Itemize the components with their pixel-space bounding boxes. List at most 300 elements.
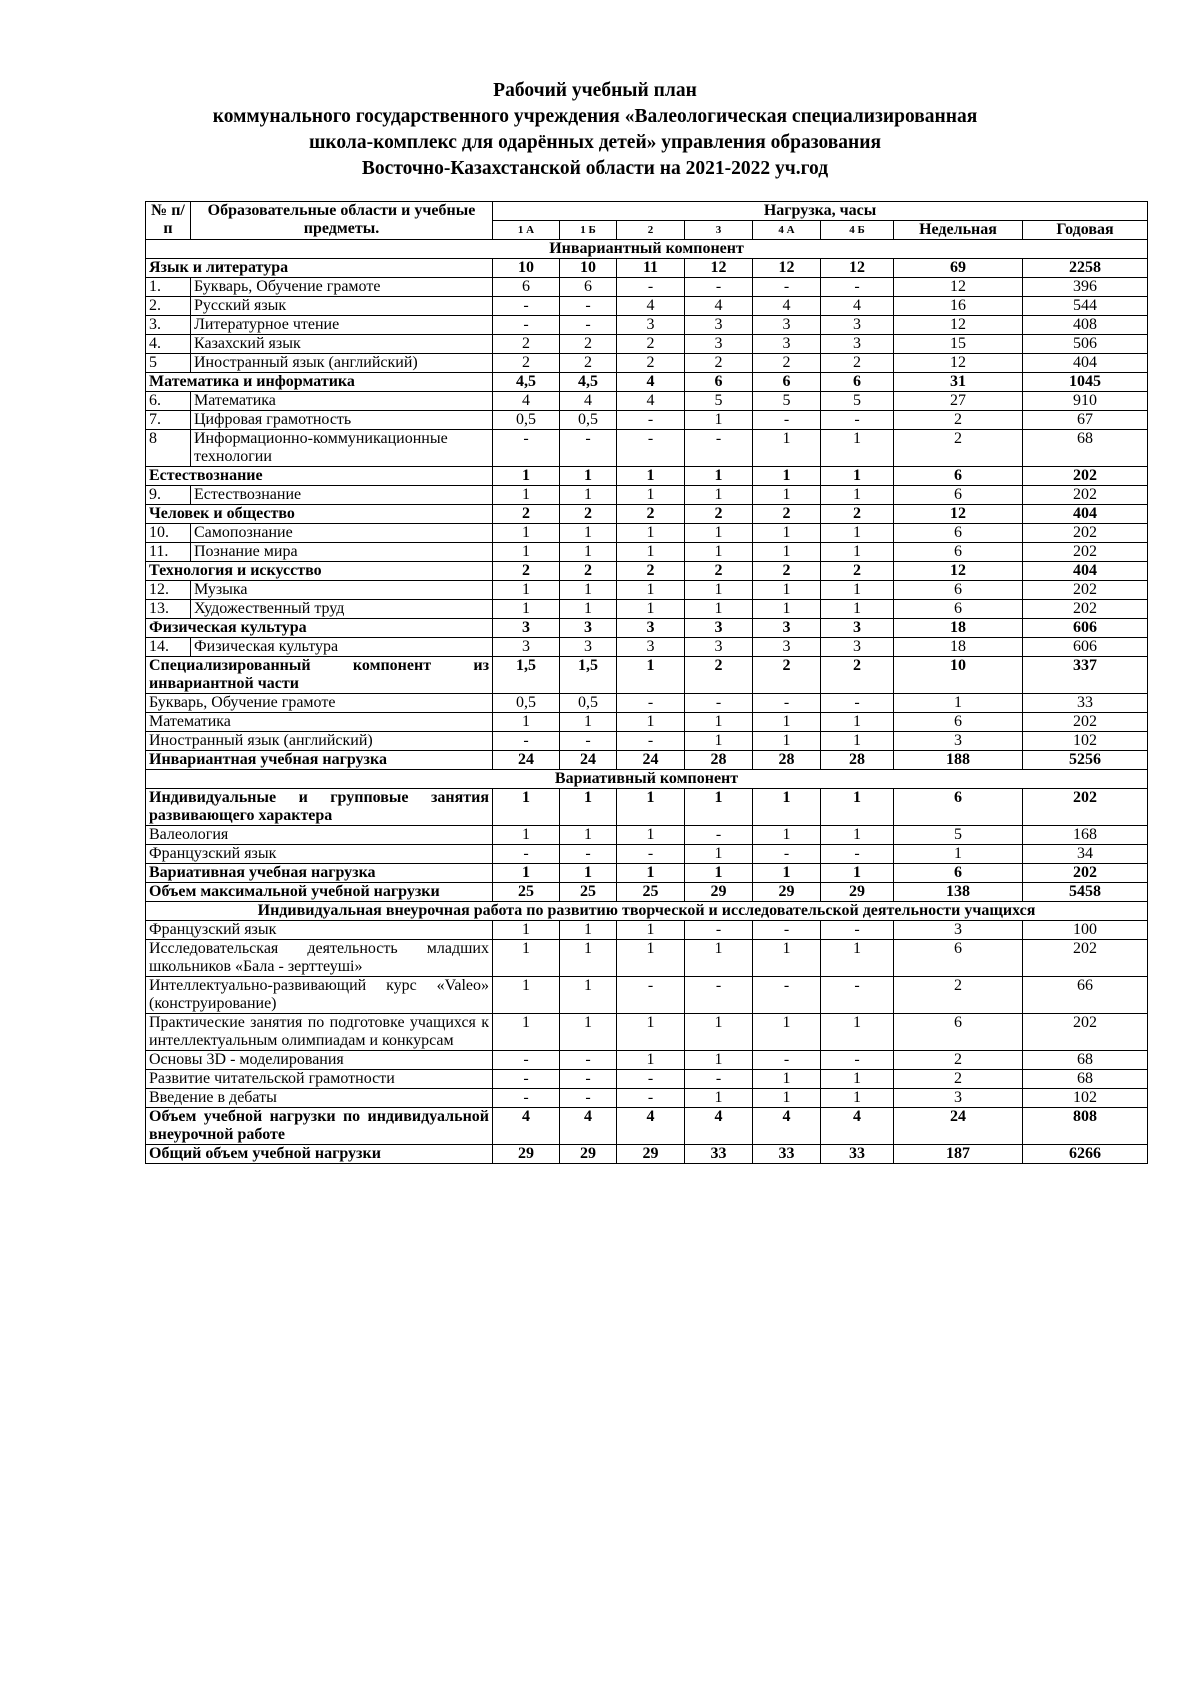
hours-cell: 1 [753,600,821,619]
hours-cell: 12 [894,354,1023,373]
hours-cell: 16 [894,297,1023,316]
table-row [146,581,1148,600]
hours-cell: - [617,845,685,864]
hours-cell: 1 [685,713,753,732]
hours-cell: 12 [753,259,821,278]
hours-cell: - [493,732,560,751]
hours-cell: 1 [753,486,821,505]
hours-cell: 4 [493,392,560,411]
hours-cell: - [753,411,821,430]
hours-cell: 66 [1023,977,1148,1014]
hours-cell: 2 [685,562,753,581]
hours-cell: 1 [617,864,685,883]
hours-cell: 1 [894,694,1023,713]
hours-cell: 1045 [1023,373,1148,392]
hours-cell: 2 [894,977,1023,1014]
subject-name: Самопознание [191,524,493,543]
hours-cell: 2 [617,335,685,354]
hours-cell: 6 [894,1014,1023,1051]
document-title [0,78,1190,182]
subject-name: Букварь, Обучение грамоте [146,694,493,713]
table-row [146,278,1148,297]
hours-cell: 10 [560,259,617,278]
hours-cell: 544 [1023,297,1148,316]
hours-cell: - [685,278,753,297]
group-name: Объем учебной нагрузки по индивидуальной внеурочной работе [146,1108,493,1145]
hours-cell: 3 [685,619,753,638]
hours-cell: 12 [821,259,894,278]
hours-cell: - [493,316,560,335]
table-row [146,713,1148,732]
hours-cell: 0,5 [560,411,617,430]
header-col-yearly: Годовая [1023,221,1148,240]
group-name: Инвариантная учебная нагрузка [146,751,493,770]
hours-cell: - [493,1051,560,1070]
hours-cell: 1 [821,789,894,826]
hours-cell: 2 [560,335,617,354]
hours-cell: - [617,1089,685,1108]
subject-name: Литературное чтение [191,316,493,335]
hours-cell: 2 [493,335,560,354]
hours-cell: 3 [894,1089,1023,1108]
hours-cell: 1 [493,789,560,826]
hours-cell: 3 [753,638,821,657]
table-row [146,1145,1148,1164]
hours-cell: 2 [821,354,894,373]
hours-cell: 6 [753,373,821,392]
table-row [146,619,1148,638]
hours-cell: 11 [617,259,685,278]
hours-cell: 2258 [1023,259,1148,278]
table-row [146,789,1148,826]
hours-cell: 1 [685,486,753,505]
subject-name: Основы 3D - моделирования [146,1051,493,1070]
hours-cell: 1 [821,713,894,732]
hours-cell: 2 [617,505,685,524]
table-row [146,600,1148,619]
table-row [146,562,1148,581]
group-name: Естествознание [146,467,493,486]
group-name: Специализированный компонент из инвариантной части [146,657,493,694]
hours-cell: 25 [560,883,617,902]
hours-cell: 1 [560,826,617,845]
subject-name: Математика [191,392,493,411]
hours-cell: 202 [1023,543,1148,562]
row-number: 2. [146,297,191,316]
table-row [146,430,1148,467]
section-extra-row [146,902,1148,921]
hours-cell: 1 [821,524,894,543]
group-name: Технология и искусство [146,562,493,581]
hours-cell: 6 [894,486,1023,505]
subject-name: Практические занятия по подготовке учащихся к интеллектуальным олимпиадам и конкурсам [146,1014,493,1051]
hours-cell: 188 [894,751,1023,770]
hours-cell: 1 [493,713,560,732]
hours-cell: 2 [493,562,560,581]
table-row [146,486,1148,505]
hours-cell: - [685,921,753,940]
row-number: 13. [146,600,191,619]
subject-name: Русский язык [191,297,493,316]
hours-cell: 1 [685,524,753,543]
hours-cell: 3 [560,638,617,657]
subject-name: Французский язык [146,921,493,940]
hours-cell: 33 [753,1145,821,1164]
header-col-2: 2 [617,221,685,240]
row-number: 5 [146,354,191,373]
hours-cell: 1 [493,581,560,600]
hours-cell: 168 [1023,826,1148,845]
hours-cell: - [821,845,894,864]
hours-cell: 1,5 [560,657,617,694]
hours-cell: 6 [560,278,617,297]
hours-cell: 1 [685,789,753,826]
hours-cell: - [821,1051,894,1070]
table-row [146,259,1148,278]
hours-cell: 1 [821,864,894,883]
table-row [146,335,1148,354]
hours-cell: 6 [821,373,894,392]
hours-cell: 408 [1023,316,1148,335]
hours-cell: 4 [617,297,685,316]
hours-cell: 1 [685,543,753,562]
hours-cell: - [753,845,821,864]
header-num: № п/п [146,202,191,240]
hours-cell: 3 [493,638,560,657]
hours-cell: - [493,845,560,864]
hours-cell: 1 [753,789,821,826]
hours-cell: 3 [821,638,894,657]
hours-cell: 202 [1023,1014,1148,1051]
row-number: 4. [146,335,191,354]
hours-cell: 506 [1023,335,1148,354]
subject-name: Естествознание [191,486,493,505]
section-variative-row [146,770,1148,789]
hours-cell: 404 [1023,354,1148,373]
group-name: Объем максимальной учебной нагрузки [146,883,493,902]
hours-cell: 3 [894,732,1023,751]
hours-cell: 5 [685,392,753,411]
hours-cell: 808 [1023,1108,1148,1145]
hours-cell: 29 [821,883,894,902]
hours-cell: - [560,430,617,467]
subject-name: Развитие читательской грамотности [146,1070,493,1089]
hours-cell: 68 [1023,1070,1148,1089]
header-load: Нагрузка, часы [493,202,1148,221]
hours-cell: 3 [617,638,685,657]
group-name: Математика и информатика [146,373,493,392]
hours-cell: - [560,1070,617,1089]
hours-cell: - [560,1051,617,1070]
title-line-3: школа-комплекс для одарённых детей» управления образования [308,132,882,153]
table-row [146,524,1148,543]
hours-cell: 102 [1023,732,1148,751]
header-col-3: 3 [685,221,753,240]
hours-cell: 606 [1023,619,1148,638]
hours-cell: 6 [894,524,1023,543]
hours-cell: 1 [493,940,560,977]
hours-cell: 1 [560,486,617,505]
hours-cell: 1 [685,467,753,486]
hours-cell: 1 [493,864,560,883]
hours-cell: 1 [753,940,821,977]
row-number: 10. [146,524,191,543]
title-line-4: Восточно-Казахстанской области на 2021-2022 уч.год [361,158,829,179]
hours-cell: 2 [753,657,821,694]
hours-cell: - [560,297,617,316]
hours-cell: 3 [617,316,685,335]
hours-cell: 1 [685,600,753,619]
subject-name: Французский язык [146,845,493,864]
row-number: 1. [146,278,191,297]
hours-cell: 3 [821,619,894,638]
row-number: 7. [146,411,191,430]
header-col-4b: 4 Б [821,221,894,240]
hours-cell: 1 [493,467,560,486]
subject-name: Познание мира [191,543,493,562]
hours-cell: 68 [1023,1051,1148,1070]
hours-cell: 1 [753,467,821,486]
hours-cell: 1 [560,921,617,940]
hours-cell: 1 [617,713,685,732]
hours-cell: 12 [894,505,1023,524]
table-row [146,883,1148,902]
group-name: Физическая культура [146,619,493,638]
hours-cell: 1 [821,581,894,600]
hours-cell: 606 [1023,638,1148,657]
hours-cell: 1 [753,1089,821,1108]
hours-cell: 2 [753,354,821,373]
hours-cell: 1 [617,581,685,600]
subject-name: Казахский язык [191,335,493,354]
group-name: Язык и литература [146,259,493,278]
hours-cell: 4 [685,297,753,316]
hours-cell: 27 [894,392,1023,411]
hours-cell: 5458 [1023,883,1148,902]
hours-cell: 910 [1023,392,1148,411]
hours-cell: 1 [821,940,894,977]
hours-cell: 1 [685,1051,753,1070]
hours-cell: 0,5 [493,694,560,713]
hours-cell: 202 [1023,713,1148,732]
hours-cell: 1 [560,864,617,883]
hours-cell: 5 [753,392,821,411]
subject-name: Цифровая грамотность [191,411,493,430]
hours-cell: 3 [753,619,821,638]
hours-cell: - [821,977,894,1014]
subject-name: Математика [146,713,493,732]
hours-cell: 4 [617,1108,685,1145]
hours-cell: 1 [753,826,821,845]
hours-cell: 1 [753,430,821,467]
table-row [146,392,1148,411]
hours-cell: 29 [617,1145,685,1164]
title-line-2: коммунального государственного учреждения «Валеологическая специализированная [212,106,978,127]
hours-cell: 3 [685,335,753,354]
hours-cell: 202 [1023,467,1148,486]
hours-cell: 29 [560,1145,617,1164]
hours-cell: 67 [1023,411,1148,430]
table-row [146,467,1148,486]
hours-cell: 29 [753,883,821,902]
hours-cell: 33 [821,1145,894,1164]
hours-cell: 1 [617,1014,685,1051]
hours-cell: 12 [894,316,1023,335]
hours-cell: 6 [894,789,1023,826]
hours-cell: 6 [894,543,1023,562]
table-row [146,354,1148,373]
table-row [146,1108,1148,1145]
hours-cell: 2 [821,562,894,581]
hours-cell: 202 [1023,864,1148,883]
hours-cell: 1 [685,581,753,600]
table-row [146,316,1148,335]
hours-cell: 24 [894,1108,1023,1145]
hours-cell: 1 [560,543,617,562]
hours-cell: - [493,1070,560,1089]
hours-cell: 1 [685,1089,753,1108]
hours-cell: 25 [493,883,560,902]
hours-cell: 31 [894,373,1023,392]
hours-cell: 1 [821,732,894,751]
group-name: Индивидуальные и групповые занятия развивающего характера [146,789,493,826]
hours-cell: 2 [685,657,753,694]
hours-cell: 4 [753,1108,821,1145]
hours-cell: 0,5 [560,694,617,713]
hours-cell: 4 [617,373,685,392]
hours-cell: 3 [821,335,894,354]
hours-cell: 1 [560,600,617,619]
hours-cell: - [685,430,753,467]
table-row [146,940,1148,977]
table-row [146,1089,1148,1108]
hours-cell: - [617,977,685,1014]
table-row [146,732,1148,751]
hours-cell: 1 [617,940,685,977]
row-number: 9. [146,486,191,505]
hours-cell: 1 [493,1014,560,1051]
hours-cell: - [685,1070,753,1089]
hours-cell: 6 [894,864,1023,883]
subject-name: Информационно-коммуникационные технологии [191,430,493,467]
hours-cell: 2 [493,354,560,373]
hours-cell: 1 [821,1070,894,1089]
hours-cell: 2 [560,354,617,373]
hours-cell: 4 [753,297,821,316]
hours-cell: 69 [894,259,1023,278]
table-row [146,864,1148,883]
hours-cell: 3 [753,335,821,354]
section-extra: Индивидуальная внеурочная работа по развитию творческой и исследовательской деятельности учащихся [146,902,1148,921]
table-row [146,694,1148,713]
hours-cell: 2 [617,354,685,373]
hours-cell: 4 [617,392,685,411]
hours-cell: 1 [560,524,617,543]
hours-cell: 202 [1023,486,1148,505]
hours-cell: 1 [753,732,821,751]
hours-cell: 4 [821,297,894,316]
row-number: 14. [146,638,191,657]
hours-cell: 4 [821,1108,894,1145]
hours-cell: 6 [894,581,1023,600]
subject-name: Музыка [191,581,493,600]
hours-cell: 4,5 [493,373,560,392]
hours-cell: 4 [493,1108,560,1145]
hours-cell: 1 [617,826,685,845]
hours-cell: 1 [493,486,560,505]
hours-cell: 4,5 [560,373,617,392]
hours-cell: 1 [685,1014,753,1051]
row-number: 8 [146,430,191,467]
hours-cell: 1 [560,1014,617,1051]
hours-cell: - [821,921,894,940]
hours-cell: 100 [1023,921,1148,940]
table-row [146,373,1148,392]
hours-cell: 28 [685,751,753,770]
hours-cell: - [493,430,560,467]
hours-cell: 1 [753,581,821,600]
hours-cell: 1 [493,524,560,543]
hours-cell: 1 [821,430,894,467]
hours-cell: 2 [894,1070,1023,1089]
hours-cell: - [560,1089,617,1108]
hours-cell: 4 [560,392,617,411]
hours-cell: 1 [493,826,560,845]
hours-cell: 6 [894,713,1023,732]
hours-cell: 1 [493,977,560,1014]
hours-cell: 404 [1023,505,1148,524]
hours-cell: 1 [617,921,685,940]
hours-cell: 1 [560,713,617,732]
hours-cell: 1 [617,789,685,826]
table-row [146,1014,1148,1051]
row-number: 3. [146,316,191,335]
row-number: 6. [146,392,191,411]
table-row [146,297,1148,316]
hours-cell: 6266 [1023,1145,1148,1164]
header-row-1 [146,202,1148,221]
hours-cell: 4 [685,1108,753,1145]
hours-cell: 1 [685,940,753,977]
hours-cell: 33 [1023,694,1148,713]
hours-cell: 1 [821,467,894,486]
title-line-1: Рабочий учебный план [493,80,697,101]
hours-cell: 18 [894,619,1023,638]
hours-cell: 24 [493,751,560,770]
hours-cell: 10 [894,657,1023,694]
row-number: 11. [146,543,191,562]
hours-cell: 5 [821,392,894,411]
hours-cell: 3 [753,316,821,335]
hours-cell: 1 [617,467,685,486]
hours-cell: 1,5 [493,657,560,694]
hours-cell: 202 [1023,940,1148,977]
header-col-1b: 1 Б [560,221,617,240]
table-row [146,657,1148,694]
hours-cell: 6 [894,467,1023,486]
subject-name: Иностранный язык (английский) [191,354,493,373]
hours-cell: - [493,1089,560,1108]
subject-name: Художественный труд [191,600,493,619]
hours-cell: - [617,732,685,751]
hours-cell: 2 [821,505,894,524]
header-subject: Образовательные области и учебные предметы. [191,202,493,240]
hours-cell: 1 [560,467,617,486]
hours-cell: 28 [753,751,821,770]
hours-cell: 1 [685,845,753,864]
table-row [146,845,1148,864]
table-row [146,977,1148,1014]
